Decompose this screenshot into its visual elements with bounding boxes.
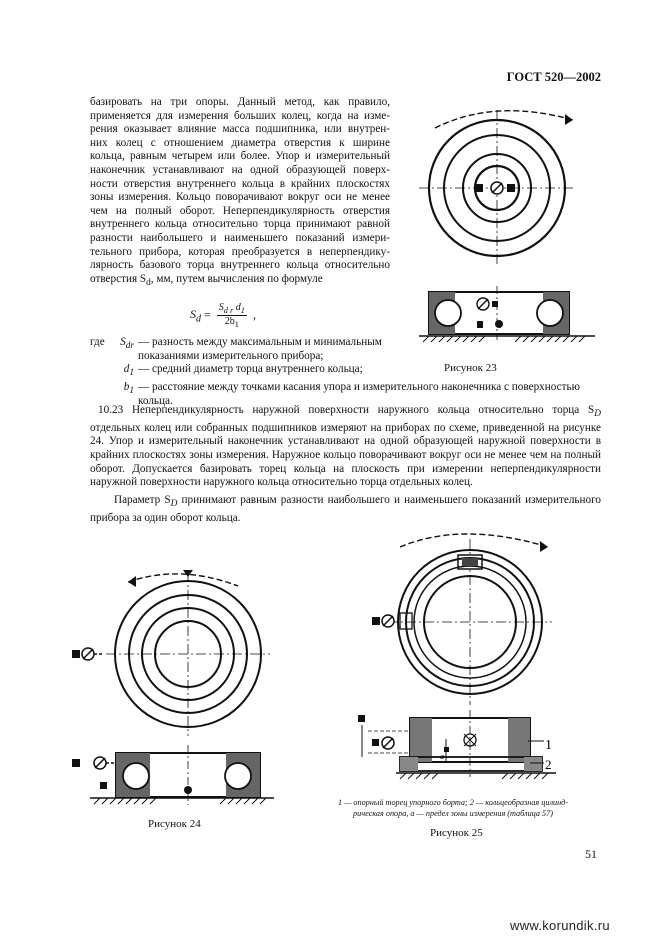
formula-lhs: $S_d$: [190, 307, 201, 325]
formula-numerator: $S_{d r}$ $d_1$: [218, 302, 245, 315]
clause-10-23: 10.23 Неперпендикулярность наружной поверхности наружного кольца относительно торца $S_D$ отдельных колец или собранных подшипников измеряют на приборах по схеме, приведенной на рисунке 24. Упор и измерительный наконечник устанавливают на одной образующей наружной поверхности в крайних плоскостях зоны измерения. Наружное кольцо поворачивают вокруг оси не менее чем на полный оборот. Допускается базировать торец кольца на плоскость при измерении неперпендикулярности наружной поверхности наружного кольца относительно торца отдельных колец.: [90, 404, 601, 489]
figure-25-legend: [308, 797, 598, 819]
formula-eq: =: [204, 307, 211, 322]
formula-fraction: [217, 302, 247, 329]
left-column-line: внутреннего кольца относительно торца принимают равной: [90, 218, 390, 231]
page-header-standard: ГОСТ 520—2002: [506, 70, 601, 84]
definition-item: $b_1$ — расстояние между точками касания упора и измерительного наконечника с поверхностью кольца.: [123, 381, 580, 407]
legend-line-2: рическая опора, a — предел зоны измерения (таблица 57): [353, 809, 553, 818]
left-column-line: базировать на три опоры. Данный метод, как правило,: [90, 96, 390, 108]
legend-line-1: 1 — опорный торец упорного борта; 2 — кольцеобразная цилинд-: [337, 798, 569, 807]
left-column-line: зоны измерения. Кольцо поворачивают вокруг оси не менее: [90, 191, 390, 204]
definition-item: $d_1$ — средний диаметр торца внутреннего кольца;: [123, 363, 363, 379]
figure-23-caption: Рисунок 23: [444, 362, 497, 374]
formula-denominator: $2b_1$: [224, 316, 239, 329]
clause-lead: 10.23 Неперпендикулярность наружной поверхности наружного кольца относительно торца S: [98, 404, 595, 416]
fig25-label-a: a: [440, 752, 444, 761]
figure-24-drawing: [70, 560, 280, 818]
figure-24-caption: Рисунок 24: [148, 818, 201, 830]
left-column-line: лярность базового торца внутреннего кольца относительно: [90, 259, 390, 272]
formula-sd: [190, 302, 256, 329]
left-column-line: ности отверстия внутреннего кольца в крайних плоскостях: [90, 177, 390, 190]
page-number: 51: [585, 847, 597, 861]
figure-23-drawing: [415, 100, 615, 358]
left-column-line: отверстия $S_d$, мм, путем вычисления по формуле: [90, 272, 323, 288]
left-column-text: [90, 96, 390, 291]
parameter-rest: принимают равным разности наибольшего и наименьшего показаний измерительного прибора за один оборот кольца.: [90, 494, 601, 524]
left-column-line: тельного прибора, которая преобразуется в неперпендику-: [90, 245, 390, 258]
fig25-label-1: 1: [545, 738, 552, 753]
left-column-line: них колец с отношением диаметра отверстия к ширине: [90, 136, 390, 149]
left-column-line: чем на полный оборот. Неперпендикулярность отверстия: [90, 204, 390, 217]
definition-item: где $S_{dr}$ — разность между максимальным и минимальным показаниями измерительного прибора;: [90, 336, 382, 362]
clause-rest: отдельных колец или собранных подшипников измеряют на приборах по схеме, приведенной на рисунке 24. Упор и измерительный наконечник устанавливают на одной образующей наружной поверхности в крайних плоскостях зоны измерения. Наружное кольцо поворачивают вокруг оси не менее чем на полный оборот. Допускается базировать торец кольца на плоскость при измерении неперпендикулярности наружной поверхности наружного кольца относительно торца отдельных колец.: [90, 421, 601, 489]
left-column-line: кольца, равным четырем или более. Упор и измерительный: [90, 150, 390, 163]
parameter-paragraph: Параметр $S_D$ принимают равным разности наибольшего и наименьшего показаний измерительного прибора за один оборот кольца.: [90, 494, 601, 524]
fig25-label-2: 2: [545, 757, 552, 772]
left-column-line: наконечник устанавливают на одной образующей поверх-: [90, 163, 390, 176]
watermark: www.korundik.ru: [510, 918, 610, 933]
left-column-line: применяется для измерения больших колец, когда на изме-: [90, 109, 390, 122]
left-column-line: рения оказывает влияние масса подшипника, или внутрен-: [90, 123, 390, 136]
parameter-lead: Параметр S: [114, 494, 171, 506]
formula-tail: ,: [249, 307, 256, 322]
left-column-line: разности наибольшего и наименьшего показаний измери-: [90, 231, 390, 244]
figure-25-caption: Рисунок 25: [430, 827, 483, 839]
figure-25-drawing: [352, 525, 592, 795]
